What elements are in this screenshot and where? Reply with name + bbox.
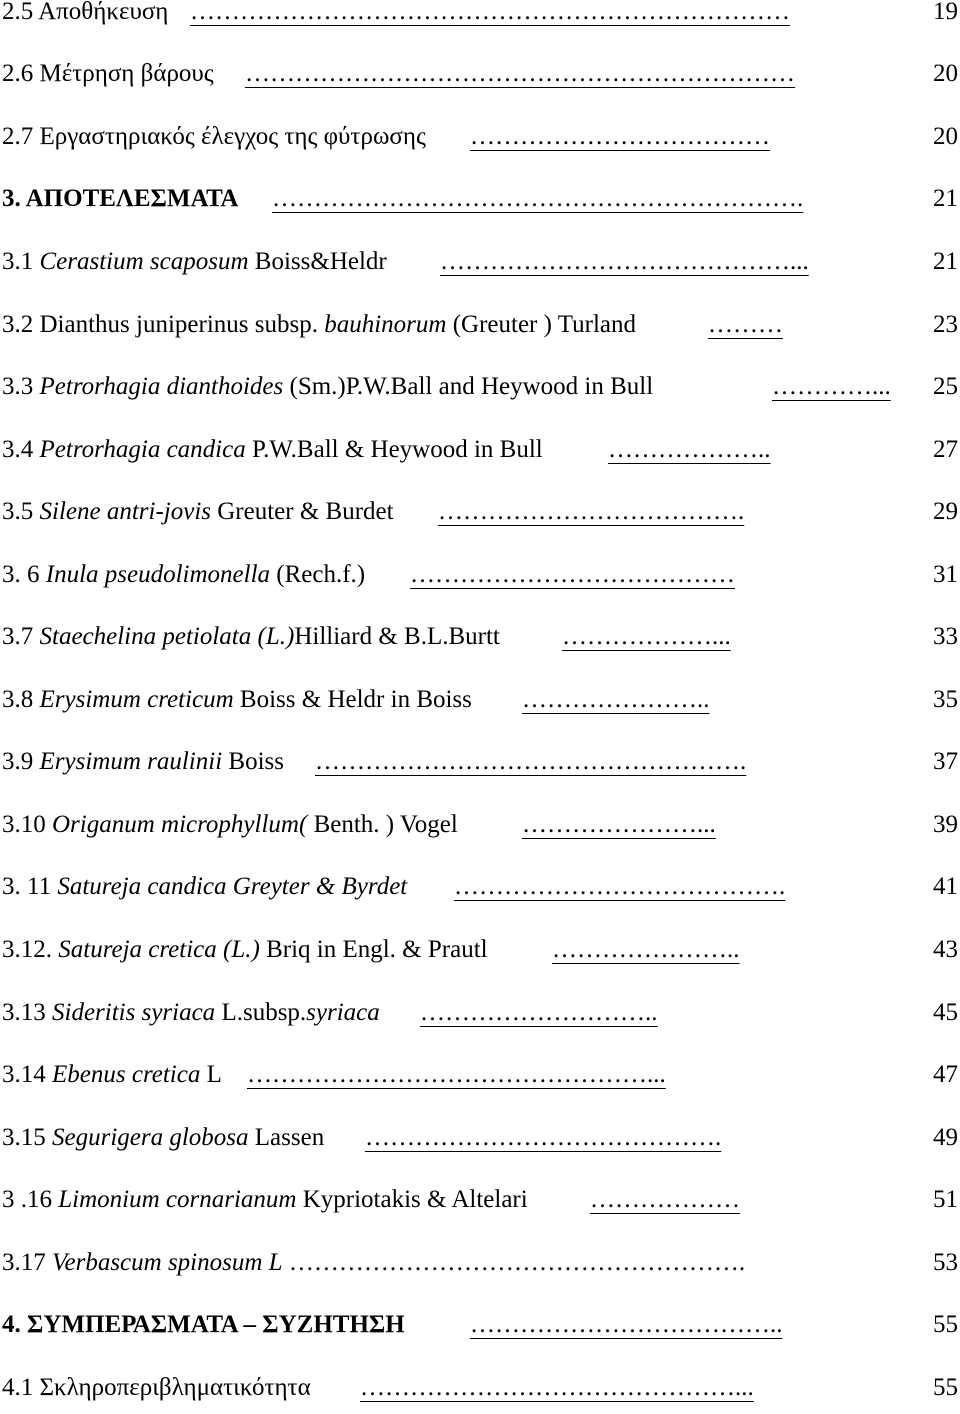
toc-page-number: 49 [933,1124,958,1151]
dot-leader: ……………………………………. [365,1124,722,1151]
species-name: Satureja cretica (L.) [58,936,260,963]
entry-number: 3. 11 [2,873,58,900]
toc-entry-title [2,1249,745,1277]
toc-page-number: 27 [933,436,958,463]
entry-number: 3.12. [2,936,59,963]
species-name: Limonium cornarianum [58,1186,297,1213]
entry-number: 3. 6 [2,561,46,588]
species-name: Silene antri-jovis [39,498,211,525]
dot-leader: ………………………………. [438,498,745,525]
species-name: Staechelina petiolata (L.) [39,623,295,650]
dot-leader: ………………………………………………………. [272,185,804,212]
species-name: Verbascum spinosum L [52,1249,283,1276]
toc-row [0,60,960,100]
dot-leader: …………... [772,373,891,400]
authority: Boiss [222,748,284,775]
authority: P.W.Ball & Heywood in Bull [245,436,543,463]
toc-row [0,748,960,788]
toc-page-number: 37 [933,748,958,775]
toc-entry-title: 2.7 Εργαστηριακός έλεγχος της φύτρωσης [2,123,426,150]
species-name: Erysimum raulinii [39,748,223,775]
dot-leader: ………………………………………... [360,1374,754,1401]
toc-row [0,311,960,351]
toc-page-number: 23 [933,311,958,338]
authority: Lassen [248,1124,325,1151]
entry-number: 3.8 [2,686,40,713]
species-name: Erysimum creticum [39,686,234,713]
toc-row [0,1186,960,1226]
toc-row [0,1311,960,1351]
toc-page-number: 20 [933,60,958,87]
toc-page-number: 55 [933,1374,958,1401]
toc-page-number: 35 [933,686,958,713]
entry-number: 3.13 [2,999,52,1026]
toc-entry-title [2,999,380,1027]
species-name: Segurigera globosa [52,1124,249,1151]
toc-page-number: 39 [933,811,958,838]
species-name: Ebenus cretica [52,1061,201,1088]
species-name: Origanum microphyllum( [52,811,308,838]
toc-entry-title: 2.6 Μέτρηση βάρους [2,60,214,87]
toc-entry-title [2,1124,324,1152]
toc-row [0,1061,960,1101]
toc-entry-title [2,311,636,339]
toc-entry-title [2,436,543,464]
entry-number: 3.9 [2,748,40,775]
toc-row [0,623,960,663]
dot-leader: ……………….. [608,436,771,463]
toc-page-number: 21 [933,248,958,275]
toc-row [0,436,960,476]
authority: Greuter & Burdet [211,498,394,525]
toc-row [0,185,960,225]
toc-entry-title [2,561,365,589]
toc-entry-title [2,748,284,776]
toc-row [0,936,960,976]
species-name: Petrorhagia candica [39,436,246,463]
entry-number: 3.14 [2,1061,52,1088]
dot-leader: …………………………………. [454,873,786,900]
dot-leader: ……………………………….. [470,1311,783,1338]
toc-page-number: 25 [933,373,958,400]
dot-leader: ……………………………… [470,123,770,150]
authority: Boiss&Heldr [248,248,387,275]
toc-entry-title: 2.5 Αποθήκευση [2,0,169,25]
toc-page-number: 29 [933,498,958,525]
toc-entry-title [2,811,458,839]
toc-row [0,686,960,726]
dot-leader: ……… [708,311,783,338]
entry-number: 3.5 [2,498,40,525]
toc-page-number: 41 [933,873,958,900]
section-heading: 4. ΣΥΜΠΕΡΑΣΜΑΤΑ – ΣΥΖΗΤΗΣΗ [2,1311,405,1338]
species-name: bauhinorum [324,311,447,338]
toc-page-number: 55 [933,1311,958,1338]
toc-row [0,811,960,851]
authority: L.subsp. [215,999,307,1026]
dot-leader: ……………………………………... [440,248,809,275]
toc-page-number: 20 [933,123,958,150]
authority: (Greuter ) Turland [446,311,637,338]
toc-entry-title [2,623,500,651]
entry-number: 3.17 [2,1249,52,1276]
toc-page-number: 53 [933,1249,958,1276]
toc-entry-title: 4.1 Σκληροπεριβληματικότητα [2,1374,311,1401]
toc-entry-title [2,498,394,526]
toc-page-number: 43 [933,936,958,963]
species-name: Cerastium scaposum [39,248,249,275]
entry-number: 3.15 [2,1124,52,1151]
authority: Boiss & Heldr in Boiss [233,686,472,713]
toc-row [0,561,960,601]
toc-page-number: 45 [933,999,958,1026]
authority: Hilliard & B.L.Burtt [294,623,500,650]
toc-entry-title [2,936,488,964]
species-name: Petrorhagia dianthoides [39,373,284,400]
subspecies-name: syriaca [306,999,380,1026]
toc-page-number: 33 [933,623,958,650]
authority: Kypriotakis & Altelari [296,1186,528,1213]
entry-number: 3.2 Dianthus juniperinus subsp. [2,311,325,338]
toc-row [0,123,960,163]
species-name: Inula pseudolimonella [45,561,271,588]
toc-page-number: 21 [933,185,958,212]
authority: (Sm.)P.W.Ball and Heywood in Bull [283,373,654,400]
entry-number: 3.10 [2,811,52,838]
toc-entry-title [2,686,472,714]
toc-row [0,873,960,913]
authority: Benth. ) Vogel [307,811,458,838]
toc-entry-title [2,373,653,401]
dot-leader: …………………... [522,811,716,838]
dot-leader: ……………… [590,1186,740,1213]
species-name: Sideritis syriaca [52,999,216,1026]
dot-leader: ………………………………………………. [282,1249,746,1276]
dot-leader: ……………………….. [420,999,658,1026]
toc-page-number: 51 [933,1186,958,1213]
entry-number: 3.3 [2,373,40,400]
toc-row [0,1374,960,1414]
toc-row [0,999,960,1039]
toc-page-number: 19 [933,0,958,25]
authority: (Rech.f.) [270,561,366,588]
toc-row [0,373,960,413]
toc-entry-title [2,873,407,901]
entry-number: 3 .16 [2,1186,59,1213]
toc-page-number: 31 [933,561,958,588]
entry-number: 3.7 [2,623,40,650]
dot-leader: …………………………………………... [247,1061,666,1088]
dot-leader: ………………………………… [410,561,735,588]
authority: Briq in Engl. & Prautl [259,936,488,963]
toc-row [0,0,960,38]
dot-leader: ………………….. [552,936,740,963]
toc-page-number: 47 [933,1061,958,1088]
toc-row [0,248,960,288]
entry-number: 3.4 [2,436,40,463]
toc-row [0,1249,960,1289]
authority: L [200,1061,222,1088]
toc-entry-title [2,248,387,276]
entry-number: 3.1 [2,248,40,275]
dot-leader: ……………………………………………. [315,748,747,775]
dot-leader: ………………….. [522,686,710,713]
toc-row [0,1124,960,1164]
dot-leader: ………………... [562,623,731,650]
toc-row [0,498,960,538]
dot-leader: ………………………………………………………… [245,60,795,87]
dot-leader: ……………………………………………………………… [190,0,790,25]
toc-entry-title [2,1061,222,1089]
species-name: Satureja candica Greyter & Byrdet [57,873,408,900]
toc-entry-title [2,1186,528,1214]
section-heading: 3. ΑΠΟΤΕΛΕΣΜΑΤΑ [2,185,239,212]
toc-entry-title [2,185,238,213]
toc-entry-title [2,1311,405,1339]
